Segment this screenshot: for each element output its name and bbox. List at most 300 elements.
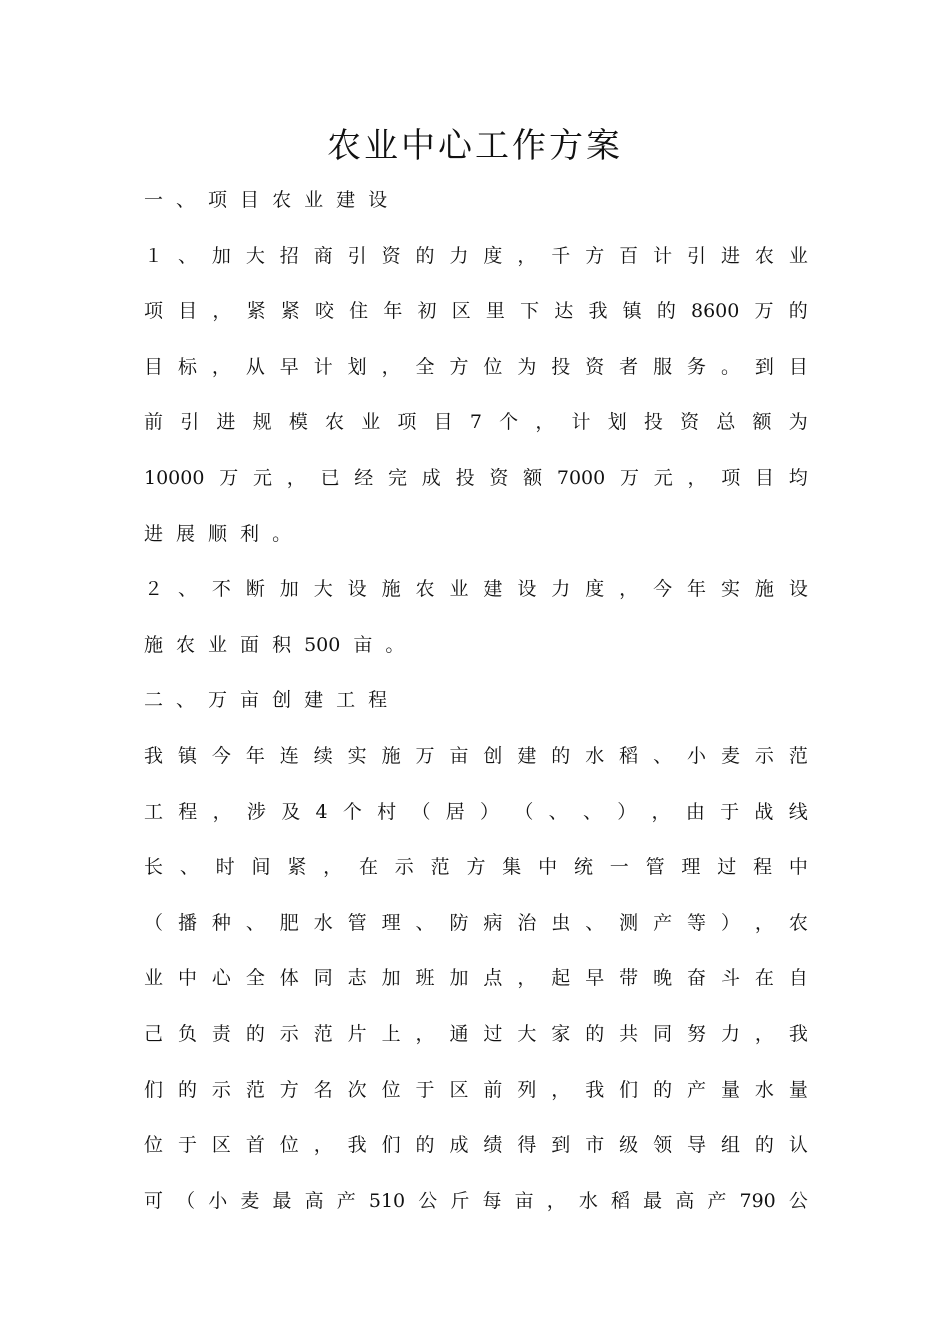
text-glyph: ， xyxy=(211,355,231,378)
text-glyph: （ xyxy=(176,1189,196,1212)
text-glyph: 位 xyxy=(279,1134,299,1157)
text-glyph: 前 xyxy=(144,411,164,434)
text-glyph: 共 xyxy=(619,1023,639,1045)
text-glyph: 方 xyxy=(279,1078,299,1101)
text-glyph: 自 xyxy=(788,967,808,990)
text-glyph: 施 xyxy=(381,578,401,601)
text-glyph: 8600 xyxy=(691,300,740,323)
text-glyph: 资 xyxy=(585,355,605,378)
text-glyph: 测 xyxy=(619,911,639,934)
text-line xyxy=(144,519,808,549)
text-glyph: 、 xyxy=(176,189,196,211)
text-glyph: ， xyxy=(754,911,774,934)
text-glyph: 投 xyxy=(643,411,663,434)
text-glyph: 标 xyxy=(177,355,197,378)
text-glyph: 者 xyxy=(619,355,639,378)
text-glyph: 虫 xyxy=(551,911,571,934)
text-glyph: （ xyxy=(514,800,534,823)
text-glyph: 农 xyxy=(754,244,774,267)
text-glyph: 的 xyxy=(551,745,571,767)
text-glyph: 晚 xyxy=(653,967,673,990)
text-line xyxy=(144,574,808,604)
text-glyph: 业 xyxy=(788,244,808,267)
text-line xyxy=(144,1186,808,1216)
text-line xyxy=(144,963,808,993)
text-glyph: 设 xyxy=(788,578,808,601)
text-glyph: 初 xyxy=(417,300,437,323)
text-glyph: 为 xyxy=(517,355,537,378)
text-glyph: 程 xyxy=(178,800,198,823)
text-glyph: 每 xyxy=(482,1189,502,1212)
text-glyph: 绩 xyxy=(483,1134,503,1157)
text-glyph: 方 xyxy=(449,355,469,378)
text-glyph: 展 xyxy=(176,522,196,545)
text-glyph: 首 xyxy=(245,1134,265,1157)
text-glyph: 业 xyxy=(304,189,324,211)
text-glyph: 防 xyxy=(449,911,469,934)
text-glyph: 间 xyxy=(251,856,271,879)
text-glyph: 工 xyxy=(336,689,356,712)
text-glyph: 公 xyxy=(788,1189,808,1212)
text-glyph: 投 xyxy=(455,467,475,489)
text-glyph: 公 xyxy=(418,1189,438,1212)
text-glyph: 斤 xyxy=(450,1189,470,1212)
text-glyph: 己 xyxy=(144,1023,164,1045)
text-glyph: ， xyxy=(687,467,707,489)
text-glyph: 、 xyxy=(245,911,265,934)
text-glyph: 亩 xyxy=(240,689,260,712)
text-glyph: 业 xyxy=(208,633,228,656)
text-glyph: 认 xyxy=(788,1134,808,1157)
text-glyph: 中 xyxy=(538,856,558,879)
text-glyph: 水 xyxy=(754,1078,774,1101)
text-glyph: 目 xyxy=(433,411,453,434)
text-glyph: ， xyxy=(517,967,537,990)
text-glyph: 农 xyxy=(176,633,196,656)
text-glyph: 在 xyxy=(754,967,774,990)
text-glyph: 领 xyxy=(653,1134,673,1157)
text-glyph: 目 xyxy=(144,355,164,378)
text-glyph: 最 xyxy=(272,1189,292,1212)
text-line xyxy=(144,185,808,215)
text-glyph: 组 xyxy=(720,1134,740,1157)
text-glyph: 方 xyxy=(585,244,605,267)
text-line xyxy=(144,741,808,771)
text-glyph: 施 xyxy=(754,578,774,601)
text-glyph: 可 xyxy=(144,1189,164,1212)
text-glyph: 目 xyxy=(178,300,198,323)
text-glyph: 得 xyxy=(517,1134,537,1157)
text-glyph: 、 xyxy=(582,800,602,823)
text-glyph: 一 xyxy=(144,189,164,211)
text-glyph: ） xyxy=(480,800,500,823)
text-glyph: 全 xyxy=(415,355,435,378)
text-glyph: ， xyxy=(212,300,232,323)
text-glyph: 务 xyxy=(687,355,707,378)
text-glyph: 、 xyxy=(585,911,605,934)
text-glyph: 。 xyxy=(720,355,740,378)
text-glyph: 、 xyxy=(653,745,673,767)
text-glyph: 资 xyxy=(489,467,509,489)
text-glyph: 项 xyxy=(397,411,417,434)
text-glyph: 额 xyxy=(523,467,543,489)
text-glyph: 区 xyxy=(451,300,471,323)
text-line xyxy=(144,797,808,827)
text-line xyxy=(144,630,808,660)
text-glyph: 管 xyxy=(645,856,665,879)
text-glyph: 在 xyxy=(358,856,378,879)
text-glyph: 列 xyxy=(517,1078,537,1101)
text-glyph: 我 xyxy=(144,745,164,767)
text-glyph: 导 xyxy=(687,1134,707,1157)
text-glyph: 于 xyxy=(415,1078,435,1101)
text-glyph: 创 xyxy=(483,745,503,767)
text-glyph: 实 xyxy=(720,578,740,601)
text-glyph: 施 xyxy=(381,745,401,767)
text-glyph: 、 xyxy=(177,578,197,601)
text-glyph: 的 xyxy=(656,300,676,323)
text-glyph: 的 xyxy=(585,1023,605,1045)
text-glyph: 种 xyxy=(211,911,231,934)
text-glyph: 治 xyxy=(517,911,537,934)
text-glyph: 千 xyxy=(551,244,571,267)
text-glyph: 设 xyxy=(347,578,367,601)
text-glyph: 的 xyxy=(788,300,808,323)
text-glyph: 完 xyxy=(388,467,408,489)
text-glyph: ， xyxy=(323,856,343,879)
text-glyph: 一 xyxy=(609,856,629,879)
text-glyph: 业 xyxy=(144,967,164,990)
text-glyph: 的 xyxy=(754,1134,774,1157)
text-glyph: ， xyxy=(517,244,537,267)
text-glyph: 加 xyxy=(381,967,401,990)
text-glyph: 线 xyxy=(788,800,808,823)
text-glyph: 高 xyxy=(675,1189,695,1212)
text-glyph: 于 xyxy=(720,800,740,823)
text-glyph: 建 xyxy=(483,578,503,601)
text-glyph: 、 xyxy=(415,911,435,934)
text-glyph: 的 xyxy=(653,1078,673,1101)
text-glyph: 大 xyxy=(313,578,333,601)
text-glyph: ， xyxy=(286,467,306,489)
text-glyph: 范 xyxy=(245,1078,265,1101)
text-glyph: 量 xyxy=(720,1078,740,1101)
text-glyph: 下 xyxy=(520,300,540,323)
text-glyph: 划 xyxy=(607,411,627,434)
text-glyph: 区 xyxy=(449,1078,469,1101)
text-glyph: 于 xyxy=(177,1134,197,1157)
text-glyph: 亩 xyxy=(449,745,469,767)
text-glyph: 年 xyxy=(383,300,403,323)
text-glyph: 努 xyxy=(687,1023,707,1045)
text-glyph: 引 xyxy=(687,244,707,267)
text-glyph: 万 xyxy=(415,745,435,767)
text-glyph: 负 xyxy=(177,1023,197,1045)
text-glyph: 大 xyxy=(245,244,265,267)
text-glyph: （ xyxy=(411,800,431,823)
text-glyph: 利 xyxy=(240,522,260,545)
text-glyph: 达 xyxy=(554,300,574,323)
text-glyph: 同 xyxy=(653,1023,673,1045)
text-glyph: ， xyxy=(313,1134,333,1157)
text-line xyxy=(144,685,808,715)
text-glyph: 居 xyxy=(445,800,465,823)
text-glyph: ） xyxy=(720,911,740,934)
text-glyph: 面 xyxy=(240,633,260,656)
text-glyph: 项 xyxy=(721,467,741,489)
text-glyph: 产 xyxy=(336,1189,356,1212)
text-glyph: 度 xyxy=(585,578,605,601)
text-glyph: 我 xyxy=(788,1023,808,1045)
text-glyph: 位 xyxy=(483,355,503,378)
text-glyph: 目 xyxy=(755,467,775,489)
text-glyph: 招 xyxy=(279,244,299,267)
text-glyph: 商 xyxy=(313,244,333,267)
text-glyph: 等 xyxy=(687,911,707,934)
text-line xyxy=(144,1130,808,1160)
text-glyph: 时 xyxy=(215,856,235,879)
text-glyph: 小 xyxy=(687,745,707,767)
text-glyph: 实 xyxy=(347,745,367,767)
text-glyph: 元 xyxy=(653,467,673,489)
text-glyph: （ xyxy=(144,911,164,934)
text-glyph: 住 xyxy=(349,300,369,323)
text-glyph: 不 xyxy=(211,578,231,601)
text-glyph: 模 xyxy=(288,411,308,434)
text-glyph: 划 xyxy=(347,355,367,378)
text-glyph: 个 xyxy=(499,411,519,434)
text-glyph: 万 xyxy=(754,300,774,323)
text-glyph: 设 xyxy=(368,189,388,211)
text-glyph: 引 xyxy=(180,411,200,434)
text-glyph: 志 xyxy=(347,967,367,990)
text-line xyxy=(144,463,808,493)
text-glyph: 加 xyxy=(449,967,469,990)
text-glyph: 到 xyxy=(551,1134,571,1157)
text-glyph: 工 xyxy=(144,800,164,823)
text-glyph: 我 xyxy=(585,1078,605,1101)
text-glyph: 的 xyxy=(415,1134,435,1157)
text-glyph: 510 xyxy=(368,1189,406,1212)
text-glyph: 区 xyxy=(211,1134,231,1157)
text-glyph: 示 xyxy=(754,745,774,767)
text-glyph: 范 xyxy=(788,745,808,767)
text-glyph: 业 xyxy=(361,411,381,434)
text-glyph: 水 xyxy=(578,1189,598,1212)
text-glyph: 进 xyxy=(720,244,740,267)
text-glyph: 统 xyxy=(573,856,593,879)
text-glyph: 级 xyxy=(619,1134,639,1157)
text-glyph: 最 xyxy=(643,1189,663,1212)
text-glyph: 心 xyxy=(211,967,231,990)
text-glyph: 水 xyxy=(585,745,605,767)
text-line xyxy=(144,1019,808,1049)
text-glyph: 班 xyxy=(415,967,435,990)
text-glyph: 力 xyxy=(720,1023,740,1045)
text-glyph: 已 xyxy=(320,467,340,489)
text-glyph: 高 xyxy=(304,1189,324,1212)
text-glyph: 的 xyxy=(415,244,435,267)
text-line xyxy=(144,407,808,437)
text-glyph: 建 xyxy=(517,745,537,767)
text-glyph: 斗 xyxy=(720,967,740,990)
text-glyph: 4 xyxy=(315,800,328,823)
text-glyph: 产 xyxy=(653,911,673,934)
text-glyph: 奋 xyxy=(687,967,707,990)
text-glyph: 施 xyxy=(144,633,164,656)
text-glyph: 里 xyxy=(485,300,505,323)
text-glyph: 早 xyxy=(585,967,605,990)
text-glyph: 为 xyxy=(788,411,808,434)
text-glyph: 理 xyxy=(681,856,701,879)
text-glyph: 我 xyxy=(588,300,608,323)
text-glyph: 集 xyxy=(502,856,522,879)
text-glyph: 农 xyxy=(415,578,435,601)
text-glyph: 们 xyxy=(381,1134,401,1157)
text-glyph: 、 xyxy=(177,244,197,267)
text-glyph: 的 xyxy=(245,1023,265,1045)
text-glyph: 目 xyxy=(788,355,808,378)
text-glyph: 通 xyxy=(449,1023,469,1045)
text-glyph: 续 xyxy=(313,745,333,767)
text-glyph: 稻 xyxy=(611,1189,631,1212)
text-glyph: 稻 xyxy=(619,745,639,767)
text-glyph: 病 xyxy=(483,911,503,934)
text-glyph: 业 xyxy=(449,578,469,601)
text-glyph: ， xyxy=(535,411,555,434)
text-glyph: 量 xyxy=(788,1078,808,1101)
text-glyph: 程 xyxy=(368,689,388,712)
text-glyph: 服 xyxy=(653,355,673,378)
text-glyph: 市 xyxy=(585,1134,605,1157)
text-glyph: 产 xyxy=(707,1189,727,1212)
text-glyph: 度 xyxy=(483,244,503,267)
text-glyph: ２ xyxy=(144,578,164,601)
text-glyph: 紧 xyxy=(287,856,307,879)
text-glyph: 水 xyxy=(313,911,333,934)
text-glyph: 播 xyxy=(177,911,197,934)
text-glyph: 500 xyxy=(304,633,341,656)
text-glyph: 产 xyxy=(687,1078,707,1101)
text-glyph: 计 xyxy=(653,244,673,267)
text-glyph: 涉 xyxy=(246,800,266,823)
text-glyph: 设 xyxy=(517,578,537,601)
text-glyph: 起 xyxy=(551,967,571,990)
text-glyph: 亩 xyxy=(353,633,373,656)
text-glyph: 我 xyxy=(347,1134,367,1157)
text-glyph: 断 xyxy=(245,578,265,601)
text-glyph: 麦 xyxy=(720,745,740,767)
text-glyph: 大 xyxy=(517,1023,537,1045)
text-glyph: 方 xyxy=(466,856,486,879)
text-glyph: 从 xyxy=(245,355,265,378)
text-glyph: 过 xyxy=(483,1023,503,1045)
text-glyph: 中 xyxy=(788,856,808,879)
text-glyph: 、 xyxy=(179,856,199,879)
text-glyph: 积 xyxy=(272,633,292,656)
text-glyph: 经 xyxy=(354,467,374,489)
text-glyph: 二 xyxy=(144,689,164,712)
text-glyph: 的 xyxy=(177,1078,197,1101)
text-glyph: 目 xyxy=(240,189,260,211)
text-glyph: １ xyxy=(144,244,164,267)
text-glyph: 790 xyxy=(739,1189,776,1212)
text-glyph: 、 xyxy=(548,800,568,823)
text-glyph: 个 xyxy=(342,800,362,823)
text-glyph: 镇 xyxy=(177,745,197,767)
text-glyph: 年 xyxy=(687,578,707,601)
text-glyph: 小 xyxy=(208,1189,228,1212)
text-glyph: 今 xyxy=(653,578,673,601)
text-glyph: 加 xyxy=(211,244,231,267)
text-glyph: ， xyxy=(381,355,401,378)
text-glyph: 们 xyxy=(144,1078,164,1101)
text-glyph: 创 xyxy=(272,689,292,712)
text-glyph: 7000 xyxy=(556,467,606,489)
text-glyph: ， xyxy=(754,1023,774,1045)
text-glyph: 村 xyxy=(377,800,397,823)
text-glyph: 到 xyxy=(754,355,774,378)
text-glyph: 紧 xyxy=(280,300,300,323)
text-glyph: 麦 xyxy=(240,1189,260,1212)
text-glyph: 建 xyxy=(336,189,356,211)
text-glyph: 名 xyxy=(313,1078,333,1101)
text-glyph: 项 xyxy=(208,189,228,211)
text-glyph: 示 xyxy=(394,856,414,879)
text-glyph: 全 xyxy=(245,967,265,990)
text-glyph: ） xyxy=(617,800,637,823)
text-glyph: 及 xyxy=(281,800,301,823)
text-glyph: 元 xyxy=(252,467,272,489)
text-glyph: 进 xyxy=(216,411,236,434)
text-glyph: 力 xyxy=(449,244,469,267)
text-glyph: 计 xyxy=(571,411,591,434)
text-glyph: 计 xyxy=(313,355,333,378)
text-glyph: 过 xyxy=(717,856,737,879)
text-line xyxy=(144,296,808,326)
text-glyph: 理 xyxy=(381,911,401,934)
text-glyph: 规 xyxy=(252,411,272,434)
text-glyph: 程 xyxy=(753,856,773,879)
text-glyph: 总 xyxy=(716,411,736,434)
text-line xyxy=(144,241,808,271)
text-glyph: 万 xyxy=(219,467,239,489)
text-glyph: 们 xyxy=(619,1078,639,1101)
text-glyph: ， xyxy=(651,800,671,823)
text-glyph: 战 xyxy=(754,800,774,823)
text-line xyxy=(144,352,808,382)
text-glyph: 范 xyxy=(430,856,450,879)
text-glyph: 亩 xyxy=(514,1189,534,1212)
text-glyph: 示 xyxy=(279,1023,299,1045)
text-glyph: 力 xyxy=(551,578,571,601)
text-glyph: 万 xyxy=(208,689,228,712)
text-line xyxy=(144,908,808,938)
text-glyph: 年 xyxy=(245,745,265,767)
text-glyph: 次 xyxy=(347,1078,367,1101)
text-glyph: 、 xyxy=(176,689,196,712)
text-glyph: 投 xyxy=(551,355,571,378)
text-glyph: ， xyxy=(551,1078,571,1101)
document-title: 农业中心工作方案 xyxy=(327,126,623,166)
text-glyph: 由 xyxy=(685,800,705,823)
text-glyph: 引 xyxy=(347,244,367,267)
text-glyph: ， xyxy=(546,1189,566,1212)
text-glyph: 。 xyxy=(385,633,405,656)
text-glyph: 位 xyxy=(381,1078,401,1101)
text-glyph: 长 xyxy=(144,856,164,879)
text-glyph: 加 xyxy=(279,578,299,601)
